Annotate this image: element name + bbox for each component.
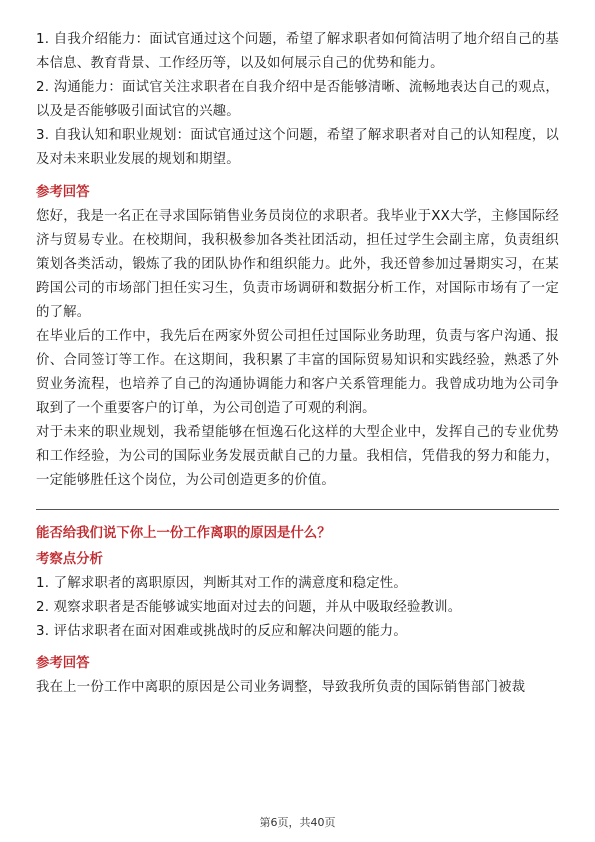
- answer1-heading: 参考回答: [36, 185, 90, 200]
- analysis-point-2: 2. 观察求职者是否能够诚实地面对过去的问题，并从中吸取经验教训。: [36, 600, 462, 615]
- answer1-paragraph-3: 对于未来的职业规划，我希望能够在恒逸石化这样的大型企业中，发挥自己的专业优势和工作经验，为公司的国际业务发展贡献自己的力量。我相信，凭借我的努力和能力，一定能够胜任这个岗位，为公司创造更多的价值。: [36, 425, 559, 488]
- analysis-point-1: 1. 了解求职者的离职原因，判断其对工作的满意度和稳定性。: [36, 576, 407, 591]
- answer1-paragraph-2: 在毕业后的工作中，我先后在两家外贸公司担任过国际业务助理，负责与客户沟通、报价、合同签订等工作。在这期间，我积累了丰富的国际贸易知识和实践经验，熟悉了外贸业务流程，也培养了自己的沟通协调能力和客户关系管理能力。我曾成功地为公司争取到了一个重要客户的订单，为公司创造了可观的利润。: [36, 329, 559, 416]
- answer2-heading: 参考回答: [36, 656, 90, 671]
- intro-point-2: 2. 沟通能力：面试官关注求职者在自我介绍中是否能够清晰、流畅地表达自己的观点，以及是否能够吸引面试官的兴趣。: [36, 80, 559, 119]
- intro-point-3: 3. 自我认知和职业规划：面试官通过这个问题，希望了解求职者对自己的认知程度，以及对未来职业发展的规划和期望。: [36, 128, 559, 167]
- page-footer: [0, 814, 595, 830]
- intro-point-1: 1. 自我介绍能力：面试官通过这个问题，希望了解求职者如何简洁明了地介绍自己的基本信息、教育背景、工作经历等，以及如何展示自己的优势和能力。: [36, 32, 559, 71]
- answer1-paragraph-1: 您好，我是一名正在寻求国际销售业务员岗位的求职者。我毕业于XX大学，主修国际经济与贸易专业。在校期间，我积极参加各类社团活动，担任过学生会副主席，负责组织策划各类活动，锻炼了我的团队协作和组织能力。此外，我还曾参加过暑期实习，在某跨国公司的市场部门担任实习生，负责市场调研和数据分析工作，对国际市场有了一定的了解。: [36, 209, 559, 320]
- analysis-heading: 考察点分析: [36, 552, 103, 567]
- analysis-point-3: 3. 评估求职者在面对困难或挑战时的反应和解决问题的能力。: [36, 624, 407, 639]
- answer2-text: 我在上一份工作中离职的原因是公司业务调整，导致我所负责的国际销售部门被裁: [36, 680, 526, 695]
- question-title: 能否给我们说下你上一份工作离职的原因是什么？: [36, 526, 331, 541]
- page-number: 第6页，共40页: [259, 816, 336, 829]
- document-page: [36, 28, 559, 700]
- section-divider: [36, 509, 559, 510]
